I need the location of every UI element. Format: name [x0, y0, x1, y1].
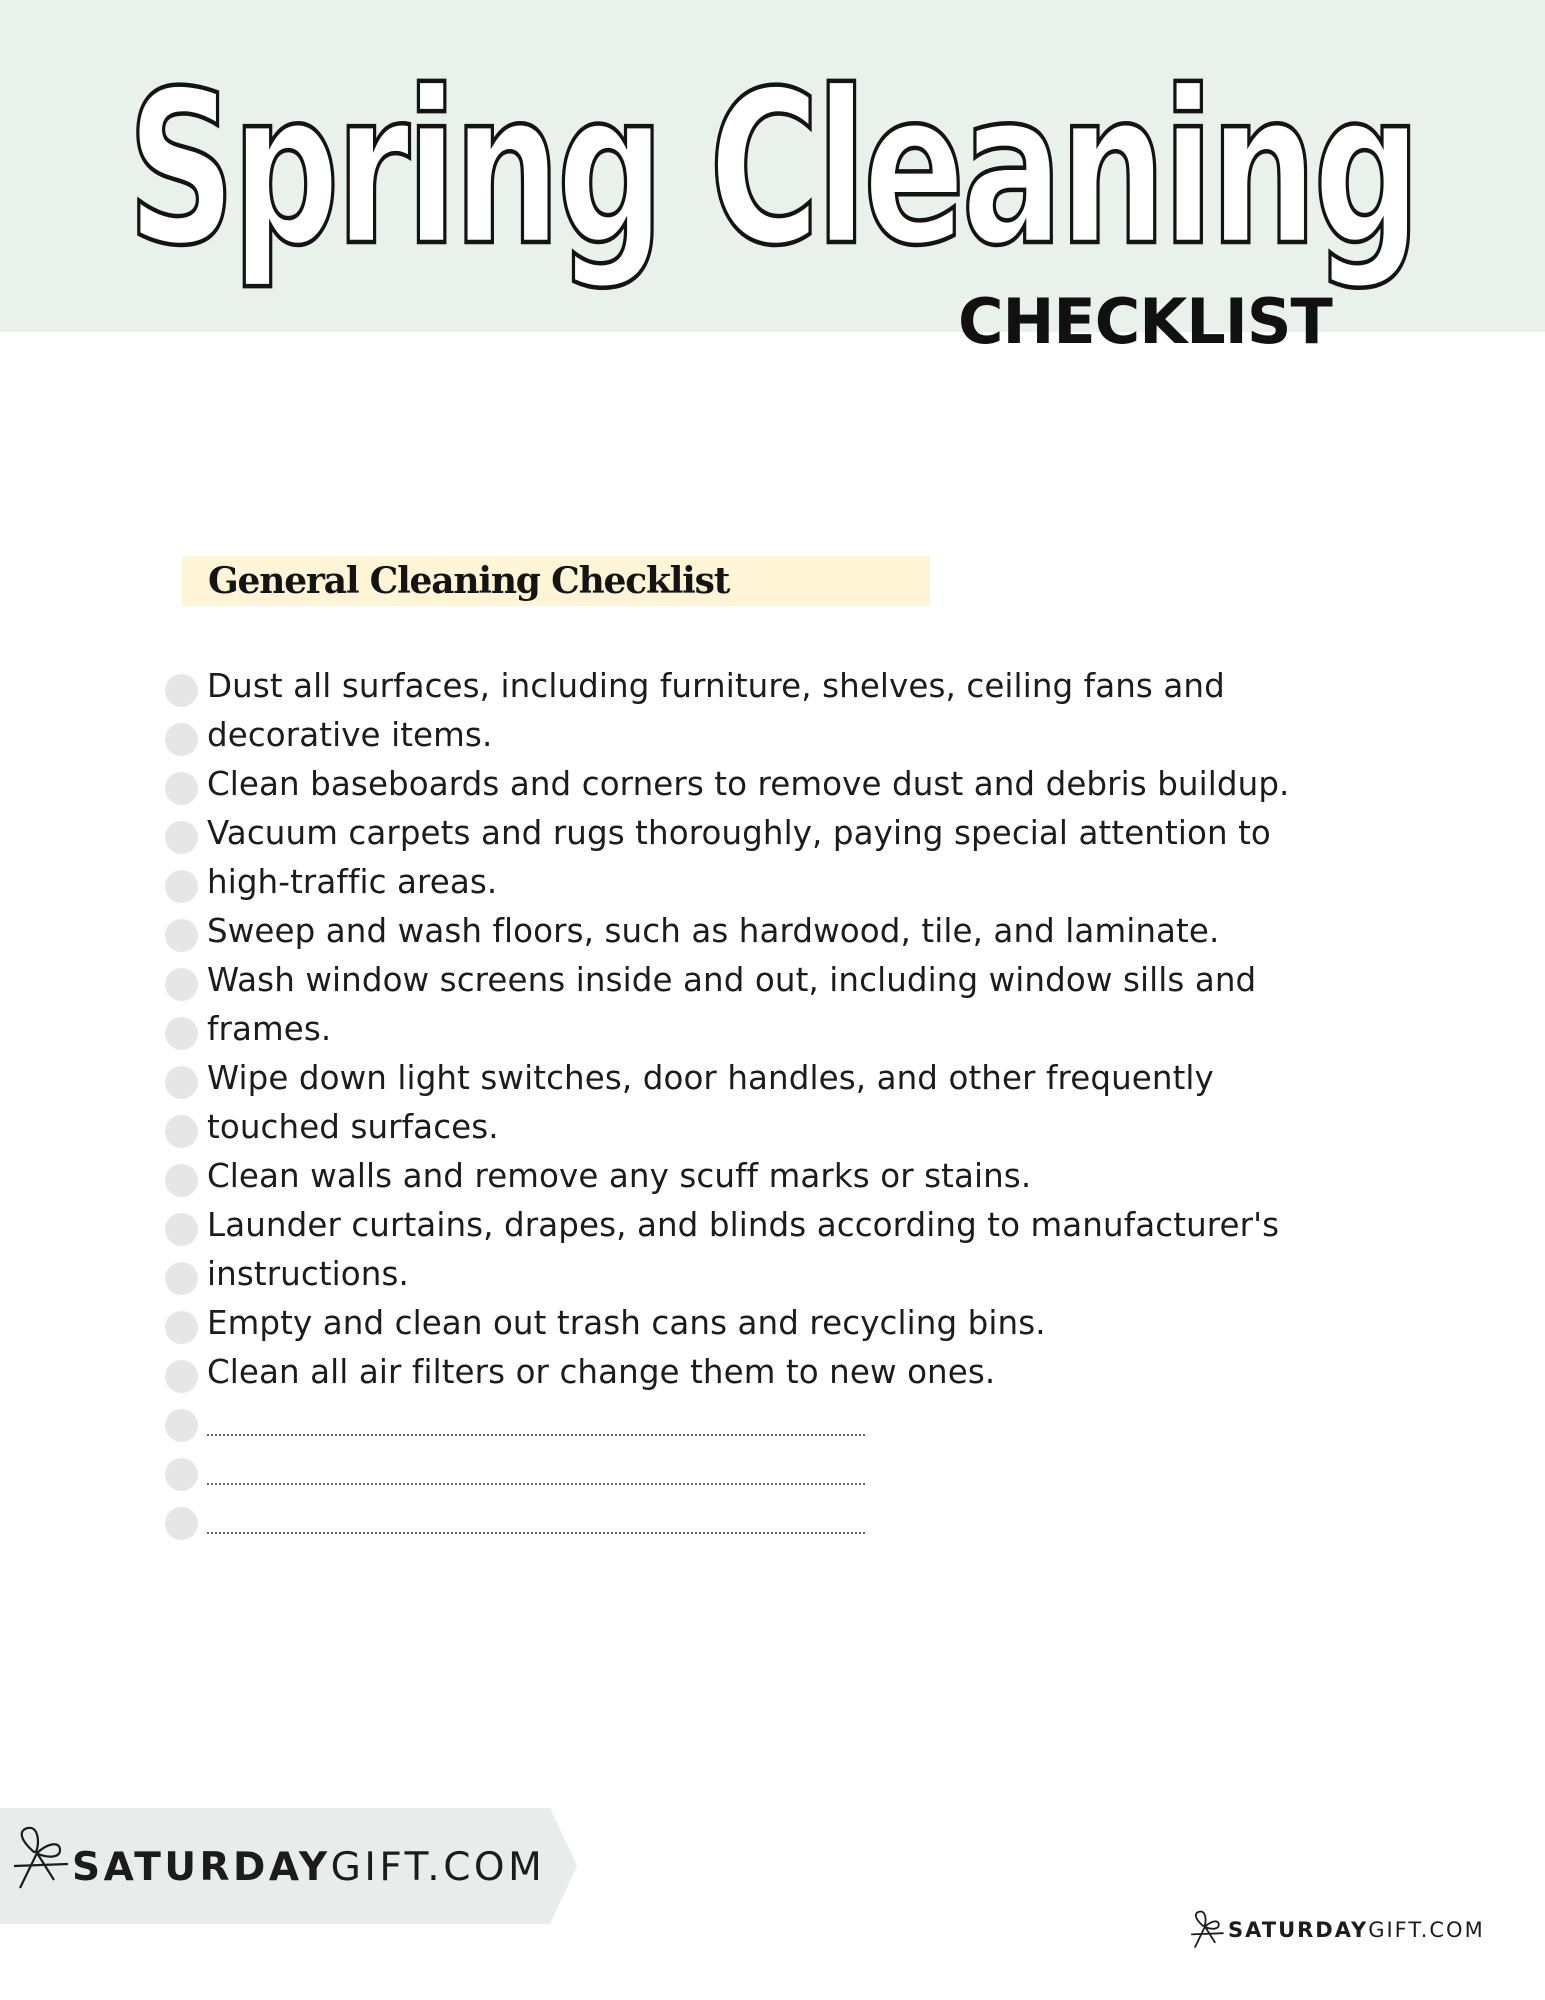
checkbox[interactable]: [165, 1262, 198, 1295]
checkbox[interactable]: [165, 1507, 198, 1540]
checklist-row: [0, 1005, 1545, 1054]
page-title-text: Spring Cleaning: [127, 45, 1417, 292]
checklist-item-text: touched surfaces.: [207, 1108, 499, 1146]
brand-name-footer: [1228, 1918, 1485, 1942]
checkbox[interactable]: [165, 772, 198, 805]
checkbox[interactable]: [165, 1213, 198, 1246]
checklist-item-text: frames.: [207, 1010, 332, 1048]
checklist-item-text: Clean all air filters or change them to new ones.: [207, 1353, 996, 1391]
brand-name-bold-small: SATURDAY: [1228, 1918, 1369, 1942]
checklist: [0, 662, 1545, 1544]
checklist-item-text: Wipe down light switches, door handles, and other frequently: [207, 1059, 1214, 1097]
checklist-row: [0, 907, 1545, 956]
checklist-item-text: Sweep and wash floors, such as hardwood, tile, and laminate.: [207, 912, 1220, 950]
blank-write-in-line[interactable]: [207, 1434, 865, 1436]
checkbox[interactable]: [165, 821, 198, 854]
page-subtitle: CHECKLIST: [958, 285, 1332, 358]
checklist-row: [0, 1348, 1545, 1397]
section-heading-text: General Cleaning Checklist: [208, 560, 730, 602]
blank-checklist-row: [0, 1495, 1545, 1544]
checkbox[interactable]: [165, 1360, 198, 1393]
checkbox[interactable]: [165, 1311, 198, 1344]
checklist-item-text: instructions.: [207, 1255, 409, 1293]
bow-logo-icon: [12, 1822, 72, 1892]
page-title: [0, 0, 1545, 332]
checklist-row: [0, 809, 1545, 858]
checkbox[interactable]: [165, 1458, 198, 1491]
checklist-item-text: high-traffic areas.: [207, 863, 498, 901]
section-heading: [182, 556, 930, 606]
blank-write-in-line[interactable]: [207, 1483, 865, 1485]
checkbox[interactable]: [165, 674, 198, 707]
checkbox[interactable]: [165, 1017, 198, 1050]
checklist-item-text: Clean walls and remove any scuff marks or stains.: [207, 1157, 1032, 1195]
checkbox[interactable]: [165, 1066, 198, 1099]
brand-name-light: GIFT.COM: [330, 1845, 546, 1890]
checkbox[interactable]: [165, 723, 198, 756]
blank-write-in-line[interactable]: [207, 1532, 865, 1534]
checkbox[interactable]: [165, 919, 198, 952]
brand-name-bold: SATURDAY: [72, 1845, 331, 1890]
checklist-item-text: Wash window screens inside and out, including window sills and: [207, 961, 1257, 999]
checklist-item-text: Vacuum carpets and rugs thoroughly, paying special attention to: [207, 814, 1271, 852]
checkbox[interactable]: [165, 1115, 198, 1148]
checkbox[interactable]: [165, 870, 198, 903]
blank-checklist-row: [0, 1397, 1545, 1446]
checkbox[interactable]: [165, 968, 198, 1001]
blank-checklist-row: [0, 1446, 1545, 1495]
checklist-row: [0, 662, 1545, 711]
checklist-item-text: decorative items.: [207, 716, 493, 754]
checklist-row: [0, 1201, 1545, 1250]
checklist-row: [0, 1152, 1545, 1201]
checklist-item-text: Empty and clean out trash cans and recycling bins.: [207, 1304, 1046, 1342]
checklist-item-text: Clean baseboards and corners to remove dust and debris buildup.: [207, 765, 1290, 803]
checklist-row: [0, 956, 1545, 1005]
checklist-item-text: Dust all surfaces, including furniture, shelves, ceiling fans and: [207, 667, 1225, 705]
checkbox[interactable]: [165, 1409, 198, 1442]
brand-name-banner: [72, 1845, 545, 1890]
brand-name-light-small: GIFT.COM: [1368, 1918, 1485, 1942]
bow-logo-small-icon: [1190, 1908, 1226, 1950]
checkbox[interactable]: [165, 1164, 198, 1197]
checklist-row: [0, 1299, 1545, 1348]
checklist-row: [0, 711, 1545, 760]
checklist-row: [0, 1054, 1545, 1103]
checklist-item-text: Launder curtains, drapes, and blinds according to manufacturer's: [207, 1206, 1280, 1244]
checklist-row: [0, 1250, 1545, 1299]
checklist-row: [0, 760, 1545, 809]
checklist-row: [0, 858, 1545, 907]
checklist-row: [0, 1103, 1545, 1152]
